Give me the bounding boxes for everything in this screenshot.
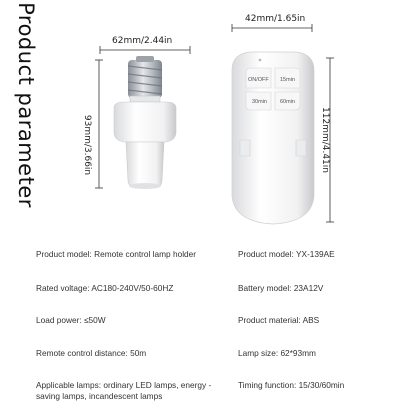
spec-key: Product model: [238, 249, 296, 259]
remote-onoff-label: ON/OFF [248, 77, 269, 83]
spec-key: Product material: [238, 315, 303, 325]
remote-height-text: 112mm/4.41in [320, 107, 330, 173]
spec-remote-distance [36, 348, 228, 359]
spec-key: Remote control distance: [36, 348, 131, 358]
spec-load-power [36, 315, 228, 326]
spec-value: YX-139AE [295, 249, 335, 259]
holder-width-label: 62mm/2.44in [112, 36, 173, 46]
spec-key: Rated voltage: [36, 283, 92, 293]
holder-width-dimension [100, 46, 190, 54]
spec-value: ≤50W [83, 315, 106, 325]
spec-value: 62*93mm [280, 348, 316, 358]
spec-value: AC180-240V/50-60HZ [91, 283, 174, 293]
holder-height-text: 93mm/3.66in [82, 114, 92, 176]
spec-lamp-size [238, 348, 408, 359]
spec-value: 50m [130, 348, 147, 358]
spec-key: Product model: [36, 249, 95, 259]
spec-applicable-lamps [36, 380, 220, 402]
spec-value: ordinary LED lamps, energy -saving lamps, incandescent lamps [36, 380, 212, 401]
spec-rated-voltage [36, 283, 228, 294]
spec-key: Battery model: [238, 283, 294, 293]
spec-product-material [238, 315, 408, 326]
remote-width-dimension [232, 24, 312, 32]
screw-base [128, 56, 162, 102]
spec-battery-model [238, 283, 408, 294]
spec-key: Lamp size: [238, 348, 281, 358]
spec-value: 15/30/60min [298, 380, 345, 390]
remote-width-label: 42mm/1.65in [245, 14, 306, 24]
spec-value: Remote control lamp holder [94, 249, 197, 259]
spec-product-model-right [238, 249, 408, 260]
holder-height-dimension [95, 60, 103, 188]
page-title-text: Product parameter [14, 2, 38, 208]
spec-product-model-left [36, 249, 228, 260]
holder-body [114, 102, 176, 189]
remote-height-dimension [326, 58, 334, 222]
remote-30min-label: 30min [252, 99, 267, 105]
spec-value: ABS [302, 315, 320, 325]
spec-key: Timing function: [238, 380, 299, 390]
remote-60min-label: 60min [280, 99, 295, 105]
spec-key: Load power: [36, 315, 84, 325]
spec-value: 23A12V [293, 283, 324, 293]
remote-control [232, 52, 314, 224]
spec-timing-function [238, 380, 408, 391]
remote-15min-label: 15min [280, 77, 295, 83]
spec-key: Applicable lamps: [36, 380, 104, 390]
